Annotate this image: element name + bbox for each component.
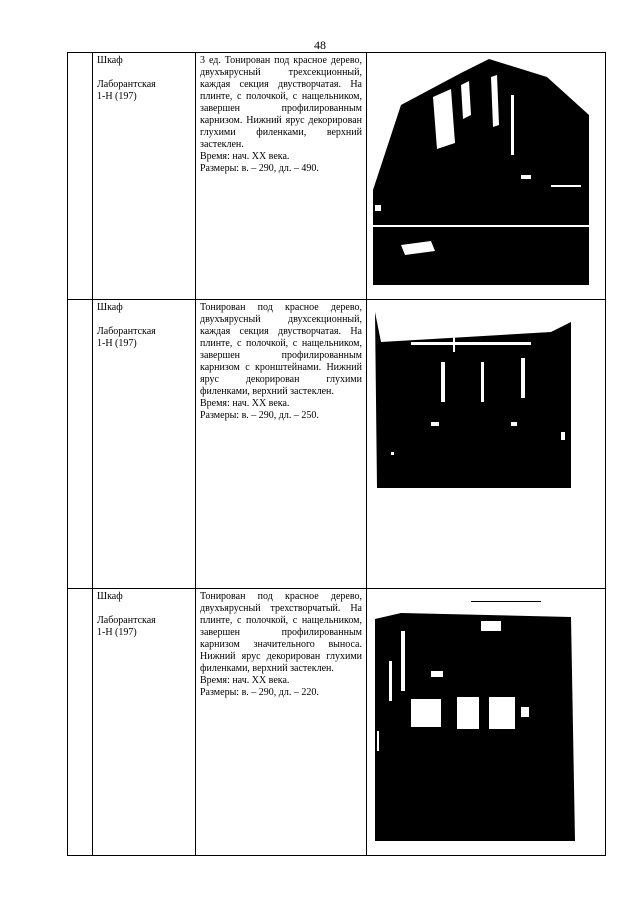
table-row xyxy=(68,589,606,856)
page-number: 48 xyxy=(314,38,326,52)
item-time: Время: нач. XX века. xyxy=(200,151,290,162)
item-size: Размеры: в. – 290, дл. – 490. xyxy=(200,163,319,174)
item-room: Лаборантская xyxy=(97,79,156,90)
table-row xyxy=(68,300,606,589)
cabinet-photo xyxy=(371,591,601,841)
table-row xyxy=(68,53,606,300)
photo-cell xyxy=(367,300,606,589)
item-time: Время: нач. XX века. xyxy=(200,675,290,686)
item-room-number: 1-Н (197) xyxy=(97,338,137,349)
name-cell xyxy=(93,53,196,300)
cabinet-photo xyxy=(371,55,601,285)
description-cell xyxy=(196,53,367,300)
cabinet-photo xyxy=(371,302,601,492)
item-description: Тонирован под красное дерево, двухъярусный двухсекционный, каждая секция двустворчатая. На плинте, с полочкой, с нащельником, завершен профилированным карнизом с кронштейнами. Нижний ярус декорирован глухими филенками, верхний застеклен. xyxy=(200,302,362,397)
item-title: Шкаф xyxy=(97,55,123,66)
photo-cell xyxy=(367,53,606,300)
item-room-number: 1-Н (197) xyxy=(97,627,137,638)
name-cell xyxy=(93,589,196,856)
item-room: Лаборантская xyxy=(97,326,156,337)
item-room: Лаборантская xyxy=(97,615,156,626)
description-cell xyxy=(196,589,367,856)
item-title: Шкаф xyxy=(97,591,123,602)
item-time: Время: нач. XX века. xyxy=(200,398,290,409)
number-cell xyxy=(68,53,93,300)
item-description: 3 ед. Тонирован под красное дерево, двухъярусный трехсекционный, каждая секция двустворчатая. На плинте, с полочкой, с нащельником, завершен профилированным карнизом. Нижний ярус декорирован глухими филенками, верхний застеклен. xyxy=(200,55,362,150)
item-size: Размеры: в. – 290, дл. – 250. xyxy=(200,410,319,421)
inventory-table xyxy=(67,52,606,856)
number-cell xyxy=(68,589,93,856)
item-description: Тонирован под красное дерево, двухъярусный трехстворчатый. На плинте, с полочкой, с нащельником, завершен профилированным карнизом значительного выноса. Нижний ярус декорирован глухими филенками, верхний застеклен. xyxy=(200,591,362,674)
item-title: Шкаф xyxy=(97,302,123,313)
photo-cell xyxy=(367,589,606,856)
description-cell xyxy=(196,300,367,589)
name-cell xyxy=(93,300,196,589)
item-room-number: 1-Н (197) xyxy=(97,91,137,102)
item-size: Размеры: в. – 290, дл. – 220. xyxy=(200,687,319,698)
number-cell xyxy=(68,300,93,589)
